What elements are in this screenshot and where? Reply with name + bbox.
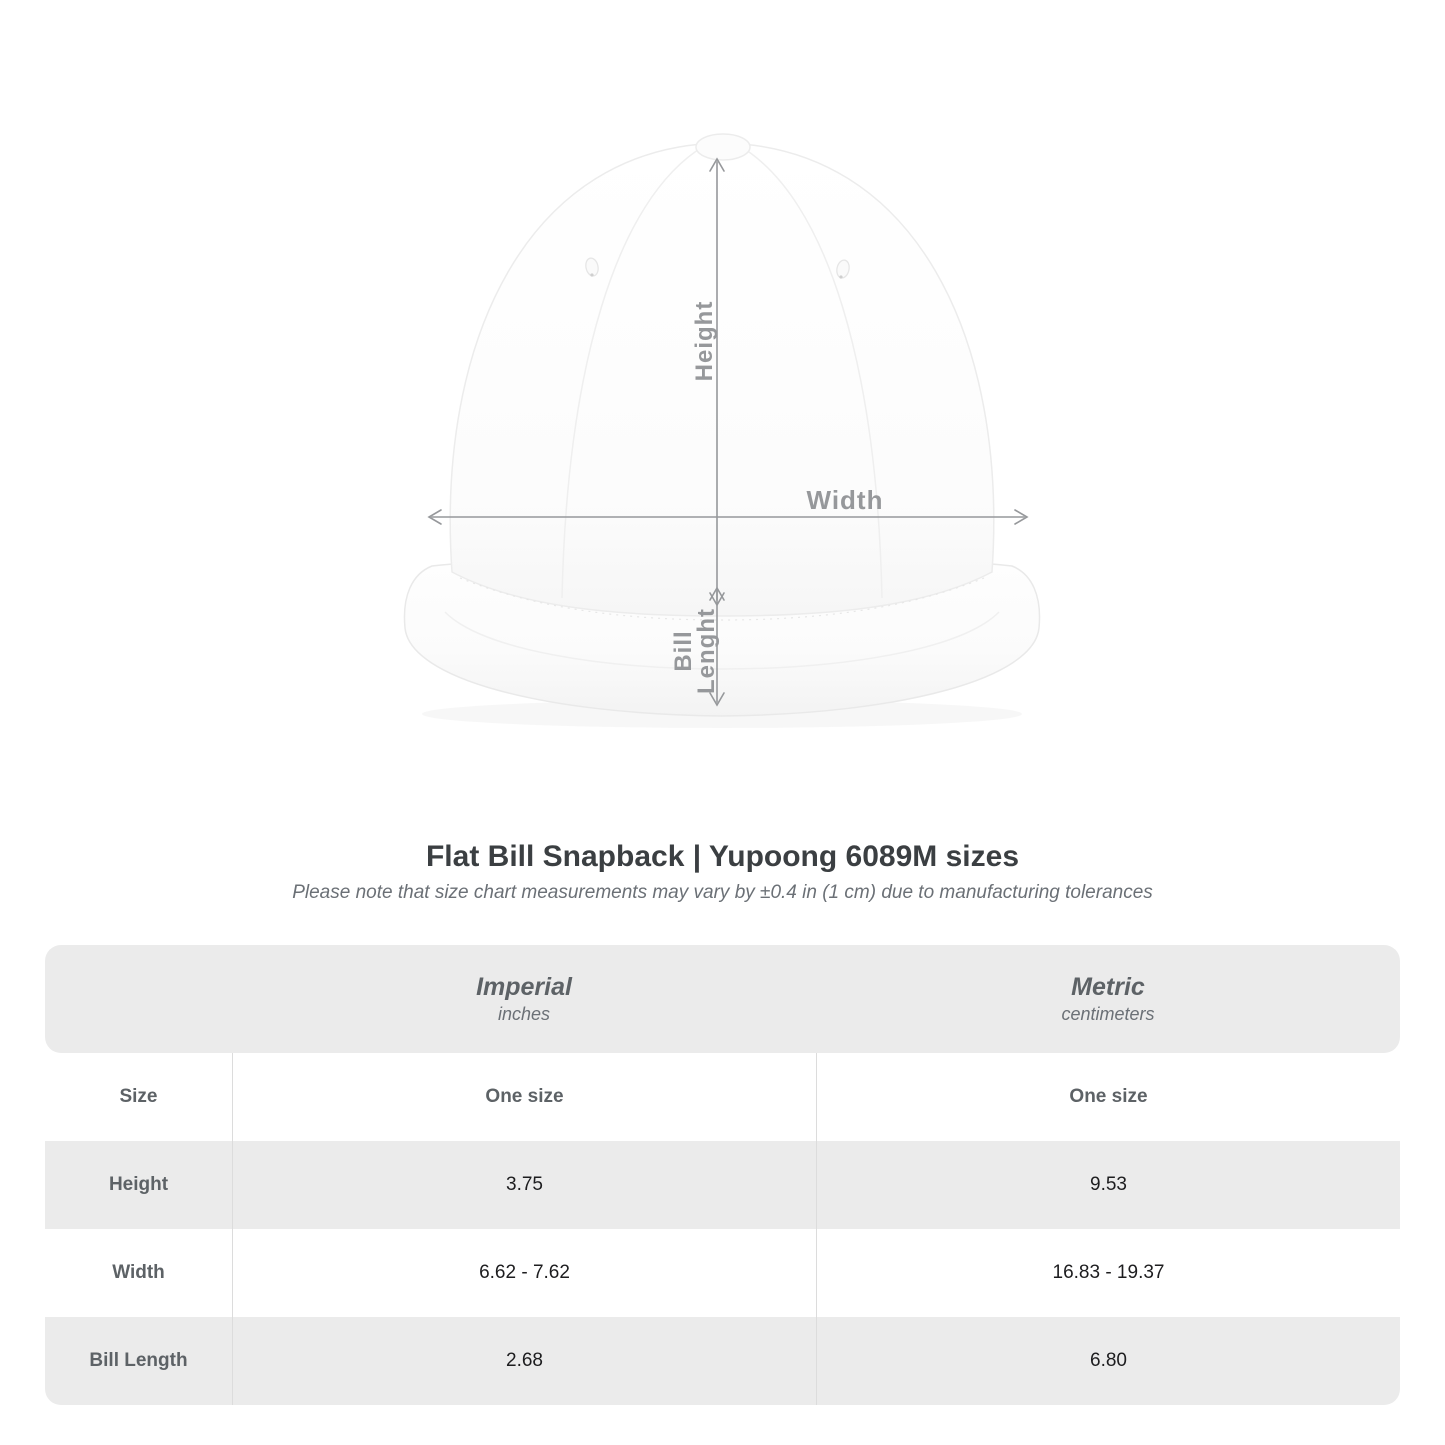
imperial-label: Imperial bbox=[476, 973, 572, 1001]
bill-label-line1: Bill bbox=[670, 630, 697, 672]
hat-crown bbox=[450, 143, 994, 616]
row-label: Size bbox=[119, 1086, 158, 1107]
table-row-bill-length bbox=[45, 1317, 1400, 1405]
height-dimension-label: Height bbox=[691, 300, 718, 382]
page-subtitle: Please note that size chart measurements may vary by ±0.4 in (1 cm) due to manufacturing tolerances bbox=[292, 882, 1153, 903]
imperial-value: 2.68 bbox=[232, 1317, 816, 1405]
metric-unit-label: centimeters bbox=[1061, 1004, 1155, 1024]
row-label: Width bbox=[112, 1262, 165, 1283]
size-table-header bbox=[45, 945, 1400, 1053]
table-row-size bbox=[45, 1053, 1400, 1141]
imperial-value: 3.75 bbox=[232, 1141, 816, 1229]
imperial-value: 6.62 - 7.62 bbox=[232, 1229, 816, 1317]
size-table-body bbox=[45, 1053, 1400, 1405]
metric-value: 6.80 bbox=[816, 1317, 1400, 1405]
table-row-width bbox=[45, 1229, 1400, 1317]
imperial-unit-label: inches bbox=[497, 1004, 551, 1024]
size-table bbox=[45, 945, 1400, 1405]
table-row-height bbox=[45, 1141, 1400, 1229]
metric-value: One size bbox=[816, 1053, 1400, 1141]
column-header-metric bbox=[816, 945, 1400, 1053]
row-label: Bill Length bbox=[89, 1350, 188, 1371]
imperial-value: One size bbox=[232, 1053, 816, 1141]
row-label: Height bbox=[108, 1174, 169, 1195]
metric-value: 9.53 bbox=[816, 1141, 1400, 1229]
metric-label: Metric bbox=[1071, 973, 1145, 1001]
width-dimension-label: Width bbox=[806, 485, 884, 515]
header-spacer-cell bbox=[45, 945, 232, 1053]
metric-value: 16.83 - 19.37 bbox=[816, 1229, 1400, 1317]
page-title: Flat Bill Snapback | Yupoong 6089M sizes bbox=[425, 840, 1019, 873]
hat-button bbox=[696, 134, 750, 160]
column-header-imperial bbox=[232, 945, 816, 1053]
bill-label-line2: Lenght bbox=[693, 608, 720, 694]
